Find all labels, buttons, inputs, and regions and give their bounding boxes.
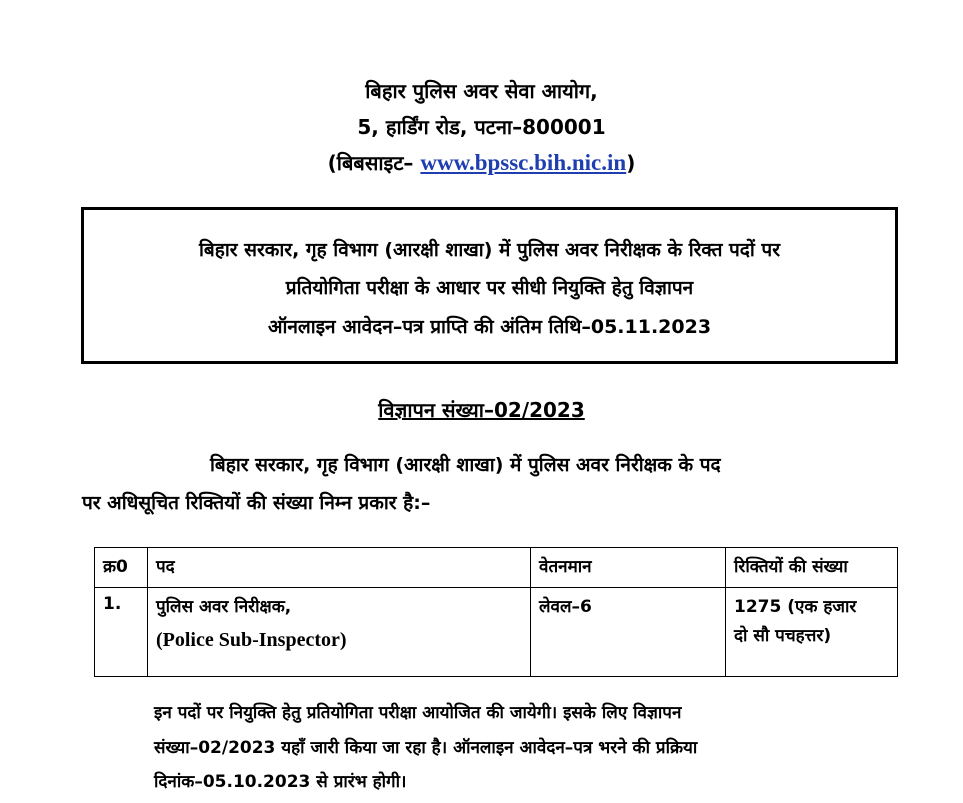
website-line xyxy=(0,150,963,176)
website-suffix: ) xyxy=(626,151,636,175)
website-prefix: (बिबसाइट– xyxy=(327,151,414,175)
cell-pay: लेवल–6 xyxy=(531,588,726,677)
advertisement-number-text: विज्ञापन संख्या–02/2023 xyxy=(378,398,585,422)
vacancy-line-1: 1275 (एक हजार xyxy=(734,597,857,617)
organization-name: बिहार पुलिस अवर सेवा आयोग, xyxy=(365,79,598,103)
header-vacancies: रिक्तियों की संख्या xyxy=(726,548,898,588)
table-row xyxy=(95,588,898,677)
notice-line-1: बिहार सरकार, गृह विभाग (आरक्षी शाखा) में पुलिस अवर निरीक्षक के रिक्त पदों पर xyxy=(199,239,780,261)
footer-line-3: दिनांक–05.10.2023 से प्रारंभ होगी। xyxy=(154,772,407,792)
footer-line-1: इन पदों पर नियुक्ति हेतु प्रतियोगिता परीक्षा आयोजित की जायेगी। इसके लिए विज्ञापन xyxy=(154,703,682,723)
organization-address: 5, हार्डिंग रोड, पटना–800001 xyxy=(357,115,606,139)
header-pay: वेतनमान xyxy=(531,548,726,588)
vacancy-table xyxy=(94,547,898,677)
website-link[interactable]: www.bpssc.bih.nic.in xyxy=(420,150,627,175)
table-header-row xyxy=(95,548,898,588)
post-english: (Police Sub-Inspector) xyxy=(156,629,347,651)
notice-line-3: ऑनलाइन आवेदन–पत्र प्राप्ति की अंतिम तिथि–05.11.2023 xyxy=(267,316,712,338)
vacancy-line-2: दो सौ पचहत्तर) xyxy=(734,626,832,646)
cell-sno: 1. xyxy=(95,588,148,677)
header-post: पद xyxy=(148,548,531,588)
notice-box xyxy=(81,207,898,364)
cell-post xyxy=(148,588,531,677)
intro-line-1: बिहार सरकार, गृह विभाग (आरक्षी शाखा) में पुलिस अवर निरीक्षक के पद xyxy=(210,454,721,476)
intro-line-2: पर अधिसूचित रिक्तियों की संख्या निम्न प्रकार है:– xyxy=(82,492,431,514)
advertisement-number xyxy=(0,396,963,423)
header-sno: क्र0 xyxy=(95,548,148,588)
notice-line-2: प्रतियोगिता परीक्षा के आधार पर सीधी नियुक्ति हेतु विज्ञापन xyxy=(285,277,694,299)
footer-line-2: संख्या–02/2023 यहाँ जारी किया जा रहा है। ऑनलाइन आवेदन–पत्र भरने की प्रक्रिया xyxy=(154,738,698,758)
post-hindi: पुलिस अवर निरीक्षक, xyxy=(156,597,292,617)
cell-vacancies xyxy=(726,588,898,677)
